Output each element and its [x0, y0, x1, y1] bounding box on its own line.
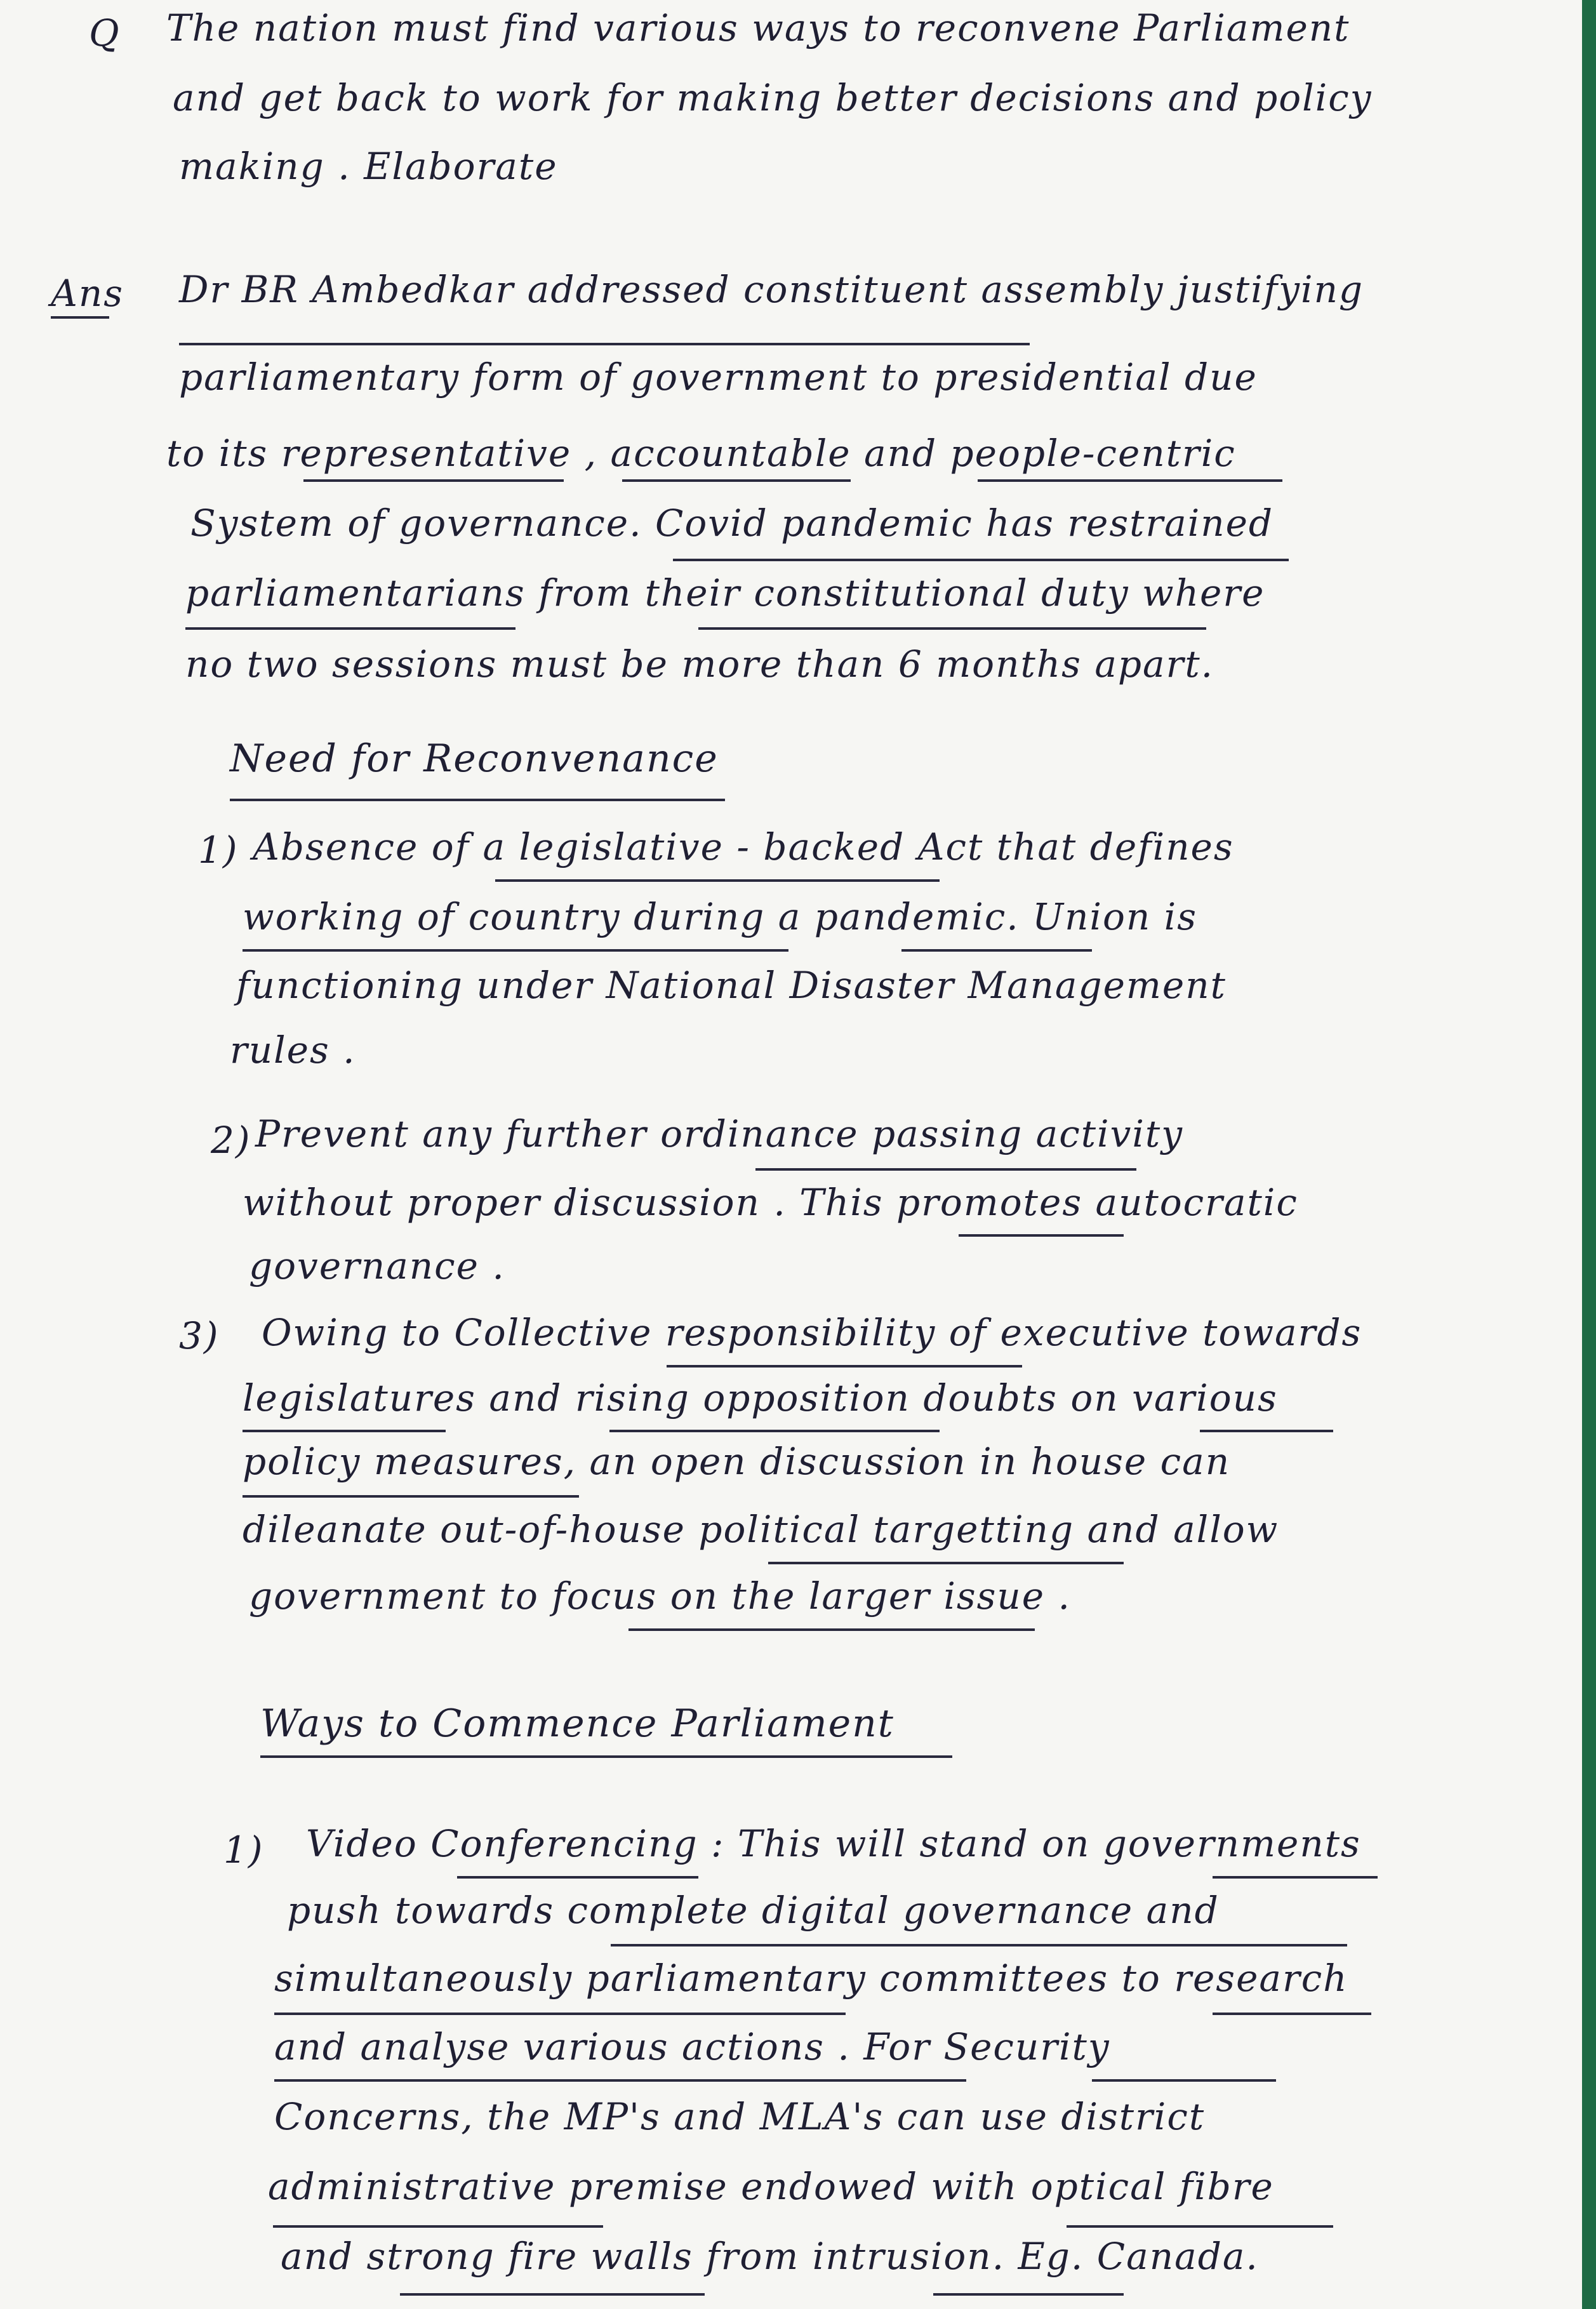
need-point-1-line-3: functioning under National Disaster Management	[236, 964, 1227, 1007]
need-point-2-number: 2)	[211, 1119, 251, 1162]
parliamentary-underline	[274, 2013, 846, 2015]
need-point-3-line-5: government to focus on the larger issue .	[249, 1574, 1071, 1618]
need-heading: Need for Reconvenance	[230, 736, 719, 781]
security-underline	[1092, 2079, 1276, 2082]
pandemic-underline	[901, 949, 1092, 952]
firewalls-underline	[400, 2293, 705, 2296]
need-point-2-line-3: governance .	[249, 1244, 505, 1288]
parliamentarians-underline	[185, 627, 515, 630]
need-point-2-line-1: Prevent any further ordinance passing activity	[255, 1112, 1183, 1155]
need-point-3-line-4: dileanate out-of-house political targetting and allow	[243, 1508, 1279, 1551]
accountable-underline	[622, 479, 851, 482]
conferencing-underline	[457, 1876, 698, 1879]
ways-point-1-line-5: Concerns, the MP's and MLA's can use district	[274, 2095, 1206, 2138]
ways-point-1-line-3: simultaneously parliamentary committees to research	[274, 1957, 1348, 2000]
need-point-1-line-1: Absence of a legislative - backed Act that defines	[253, 825, 1234, 868]
intro-line-4: System of governance. Covid pandemic has restrained	[190, 502, 1274, 545]
intro-line-1-underline	[179, 343, 1030, 345]
need-point-1-line-4: rules .	[230, 1028, 356, 1072]
need-point-3-line-3: policy measures, an open discussion in house can	[243, 1440, 1231, 1483]
ways-point-1-line-7: and strong fire walls from intrusion. Eg. Canada.	[281, 2235, 1259, 2278]
analyse-underline	[274, 2079, 966, 2082]
ways-heading-underline	[260, 1755, 952, 1758]
ways-point-1-line-2: push towards complete digital governance and	[287, 1889, 1220, 1932]
opposition-underline	[609, 1430, 940, 1432]
governments-underline	[1213, 1876, 1378, 1879]
answer-marker: Ans	[51, 272, 124, 315]
covid-underline	[673, 559, 1289, 561]
people-centric-underline	[978, 479, 1282, 482]
need-point-1-line-2: working of country during a pandemic. Union is	[243, 895, 1197, 938]
constitutional-duty-underline	[698, 627, 1206, 630]
question-line-2: and get back to work for making better decisions and policy	[173, 76, 1373, 119]
digital-governance-underline	[611, 1944, 1347, 1946]
research-underline	[1213, 2013, 1371, 2015]
responsibility-underline	[667, 1365, 1022, 1367]
focus-underline	[628, 1628, 1035, 1631]
intro-line-1: Dr BR Ambedkar addressed constituent assembly justifying	[179, 268, 1364, 311]
intro-line-2: parliamentary form of government to presidential due	[179, 356, 1258, 399]
need-point-1-number: 1)	[198, 828, 239, 872]
ways-point-1-number: 1)	[223, 1828, 264, 1872]
representative-underline	[303, 479, 564, 482]
question-line-3: making . Elaborate	[179, 145, 558, 188]
ways-heading: Ways to Commence Parliament	[260, 1701, 894, 1746]
ways-point-1-line-6: administrative premise endowed with optical fibre	[268, 2165, 1274, 2208]
answer-marker-underline	[51, 316, 109, 319]
notebook-cover-edge	[1582, 0, 1596, 2309]
need-point-3-number: 3)	[179, 1314, 220, 1357]
question-marker: Q	[89, 11, 121, 55]
working-underline	[243, 949, 788, 952]
political-targetting-underline	[768, 1562, 1124, 1564]
need-point-3-line-2: legislatures and rising opposition doubts on various	[243, 1376, 1278, 1420]
need-heading-underline	[230, 799, 725, 801]
legislative-backed-underline	[495, 879, 940, 882]
policy-measures-underline	[243, 1495, 579, 1498]
ways-point-1-line-4: and analyse various actions . For Security	[274, 2025, 1110, 2068]
intro-line-6: no two sessions must be more than 6 months apart.	[185, 642, 1214, 686]
intrusion-underline	[933, 2293, 1124, 2296]
promotes-underline	[959, 1234, 1124, 1237]
various-underline	[1200, 1430, 1333, 1432]
need-point-2-line-2: without proper discussion . This promotes autocratic	[243, 1181, 1298, 1224]
ways-point-1-line-1: Video Conferencing : This will stand on governments	[306, 1822, 1361, 1865]
need-point-3-line-1: Owing to Collective responsibility of executive towards	[262, 1311, 1362, 1354]
intro-line-5: parliamentarians from their constitutional duty where	[185, 571, 1265, 615]
administrative-underline	[273, 2225, 603, 2228]
intro-line-3: to its representative , accountable and people-centric	[166, 432, 1236, 475]
legislatures-underline	[243, 1430, 446, 1432]
ordinance-underline	[755, 1168, 1136, 1171]
question-line-1: The nation must find various ways to reconvene Parliament	[166, 6, 1350, 50]
optical-fibre-underline	[1067, 2225, 1333, 2228]
